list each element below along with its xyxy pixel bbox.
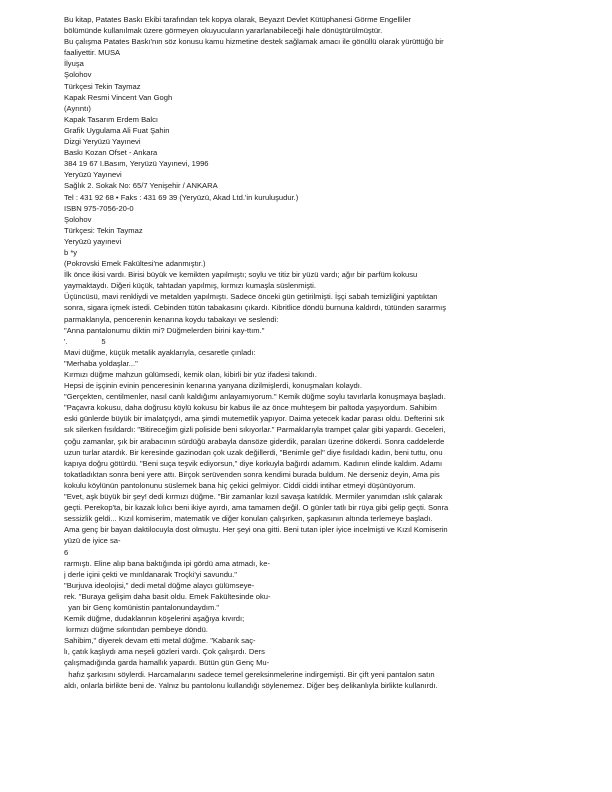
text-line: Kapak Tasarım Erdem Balcı <box>64 114 158 124</box>
text-line: kapıya doğru götürdü. "Beni suça teşvik ediyorsun," diye korkuyla bağırdı adamım. Kadının elinde kaldım. Adamı <box>64 458 443 468</box>
text-line: "Burjuva ideolojisi," dedi metal düğme alaycı gülümseye- <box>64 580 255 590</box>
document-page <box>64 14 564 691</box>
text-line: sonra, sigara içmek istedi. Cebinden tütün tabakasını çıkardı. Kibritlice döndü burnuna kaldırdı, tütünden sararmış <box>64 303 447 313</box>
text-line: Sağlık 2. Sokak No: 65/7 Yenişehir / ANKARA <box>64 181 218 191</box>
text-line: faaliyettir. MUSA <box>64 48 121 58</box>
text-line: Mavi düğme, küçük metalik ayaklarıyla, cesaretle çınladı: <box>64 347 256 357</box>
text-line: hafız şarkısını söylerdi. Harcamalarını sadece temel gereksinmelerine indirgemişti. Bir çift yeni pantalon satın <box>64 669 435 679</box>
text-line: Şolohov <box>64 214 92 224</box>
text-line: "Merhaba yoldaşlar..." <box>64 358 138 368</box>
text-line: parmaklarıyla, pencerenin kenarına koydu tabakayı ve seslendi: <box>64 314 279 324</box>
text-line: Bu kitap, Patates Baskı Ekibi tarafından tek kopya olarak, Beyazıt Devlet Kütüphanesi Görme Engelliler <box>64 15 411 24</box>
text-line: Sahibim," diyerek devam etti metal düğme. "Kabarık saç- <box>64 636 256 646</box>
text-line: İlyuşa <box>64 59 84 69</box>
text-line: uzun turlar atardık. Bir keresinde gazinodan çok uzak değillerdi, "Benimle gel" diye fısıldadı kadın, beni tuttu, onu <box>64 447 443 457</box>
text-line: Grafik Uygulama Ali Fuat Şahin <box>64 125 170 135</box>
text-line: yaymaktaydı. Diğeri küçük, tahtadan yapılmış, kırmızı kumaşla süslenmişti. <box>64 281 316 291</box>
text-line: kırmızı düğme sıkıntıdan pembeye döndü. <box>64 625 208 635</box>
text-line: Kemik düğme, dudaklarının köşelerini aşağıya kıvırdı; <box>64 614 245 624</box>
text-line: (Pokrovski Emek Fakültesi'ne adanmıştır.) <box>64 259 206 269</box>
text-line: "Paçavra kokusu, daha doğrusu köylü kokusu bir kabus ile az önce muhteşem bir paltoda yaşıyordum. Sahibim <box>64 403 437 413</box>
text-line: İlk önce ikisi vardı. Birisi büyük ve kemikten yapılmıştı; soylu ve titiz bir yüzü vardı; ağır bir parfüm kokusu <box>64 270 418 280</box>
text-line: Bu çalışma Patates Baskı'nın söz konusu kamu hizmetine destek sağlamak amacı ile gönüllü olarak yürüttüğü bir <box>64 37 444 47</box>
text-line: kokulu köylünün pantolonunu süslemek bana hiç çekici gelmiyor. Ciddi ciddi intihar etmeyi düşünüyorum. <box>64 480 416 490</box>
text-line: "Anna pantalonumu diktin mi? Düğmelerden birini kay-ttım." <box>64 325 265 335</box>
text-line: Yeryüzü yayınevi <box>64 236 122 246</box>
text-line: Baskı Kozan Ofset - Ankara <box>64 148 158 158</box>
text-line: rek. "Buraya gelişim daha basit oldu. Emek Fakültesinde oku- <box>64 591 271 601</box>
text-line: Türkçesi: Tekin Taymaz <box>64 225 143 235</box>
text-line: 6 <box>64 547 69 557</box>
text-line: j derle içini çekti ve mırıldanarak Troçki'yi savundu." <box>64 569 237 579</box>
text-line: ISBN 975-7056-20-0 <box>64 203 134 213</box>
text-line: Kapak Resmi Vincent Van Gogh <box>64 92 173 102</box>
text-line: sessizlik geldi... Kızıl komiserim, matematik ve diğer konuları çalışırken, şapkasının altında terlemeye başladı. <box>64 514 433 524</box>
text-line: Ama genç bir bayan daktilocuyla dost olmuştu. Her şeyi ona gitti. Beni tutan ipler iyice incelmişti ve Kızıl Komiserin <box>64 525 448 535</box>
text-line: eski günlerde büyük bir imalatçıydı, ama şimdi mutemetlik yapıyor. Daima yetecek kadar parası oldu. Defterini sık <box>64 414 445 424</box>
text-line: aldı, onlarla birlikte beni de. Yalnız bu pantolonu kullandığı söylenemez. Diğer beş delikanlıyla birlikte kullanırdı. <box>64 680 438 690</box>
text-line: çalışmadığında garda hamallık yapardı. Bütün gün Genç Mu- <box>64 658 270 668</box>
text-line: yüzü de iyice sa- <box>64 536 121 546</box>
text-line: Dizgi Yeryüzü Yayınevi <box>64 137 141 147</box>
text-line: 384 19 67 I.Basım, Yeryüzü Yayınevi, 1996 <box>64 159 209 169</box>
text-line: rarmıştı. Eline alıp bana baktığında ipi gördü ama atmadı, ke- <box>64 558 270 568</box>
text-line: geçti. Perekop'ta, bir kazak kılıcı beni ikiye ayırdı, ama tamamen değil. O günler tatlı bir rüya gibi gelip geçti. Sonra <box>64 503 449 513</box>
text-line: (Ayrıntı) <box>64 103 91 113</box>
text-line: Üçüncüsü, mavi renkliydi ve metalden yapılmıştı. Sadece önceki gün getirilmişti. İşçi sabah temizliğini yaptıktan <box>64 292 438 302</box>
text-line: lı, çatık kaşlıydı ama neşeli gözleri vardı. Çok çalışırdı. Ders <box>64 647 265 657</box>
text-line: "Evet, aşk büyük bir şey! dedi kırmızı düğme. "Bir zamanlar kızıl savaşa katıldık. Mermiler yanımdan ıslık çalarak <box>64 492 443 502</box>
text-line: Kırmızı düğme mahzun gülümsedi, kemik olan, kibirli bir yüz ifadesi takındı. <box>64 370 317 379</box>
text-line: Tel : 431 92 68 • Faks : 431 69 39 (Yeryüzü, Akad Ltd.'in kuruluşudur.) <box>64 192 299 202</box>
text-line: Yeryüzü Yayınevi <box>64 170 122 180</box>
text-line: Şolohov <box>64 70 92 80</box>
text-line: sık silerken fısıldardı: "Bitireceğim gizli poliside beni sıkıyorlar." Parmaklarıyla trampet çalar gibi yapardı. Geceleri, <box>64 425 446 435</box>
text-line: '. 5 <box>64 336 106 346</box>
text-line: b *y <box>64 247 78 257</box>
text-line: yan bir Genç komünistin pantalonundaydım." <box>64 602 220 612</box>
text-line: Hepsi de işçinin evinin penceresinin kenarına yanyana dizilmişlerdi, konuşmaları kolaydı. <box>64 381 362 391</box>
text-line: bölümünde kullanılmak üzere görmeyen okuyucuların yararlanabileceği hale dönüştürülmüştür. <box>64 26 383 36</box>
text-line: tokatladıktan sonra beni yere attı. Birçok serüvenden sonra kendimi burada buldum. Ne derseniz deyin, Ama pis <box>64 469 440 479</box>
text-line: çoğu zamanlar, şık bir arabacının sürdüğü arabayla dansöze giderdik, paraları üzerine dökerdi. Sonra caddelerde <box>64 436 445 446</box>
text-line: "Gerçekten, centilmenler, nasıl canlı kaldığımı anlayamıyorum." Kemik düğme soylu tavırlarla konuşmaya başladı. <box>64 392 446 402</box>
text-line: Türkçesi Tekin Taymaz <box>64 81 141 91</box>
